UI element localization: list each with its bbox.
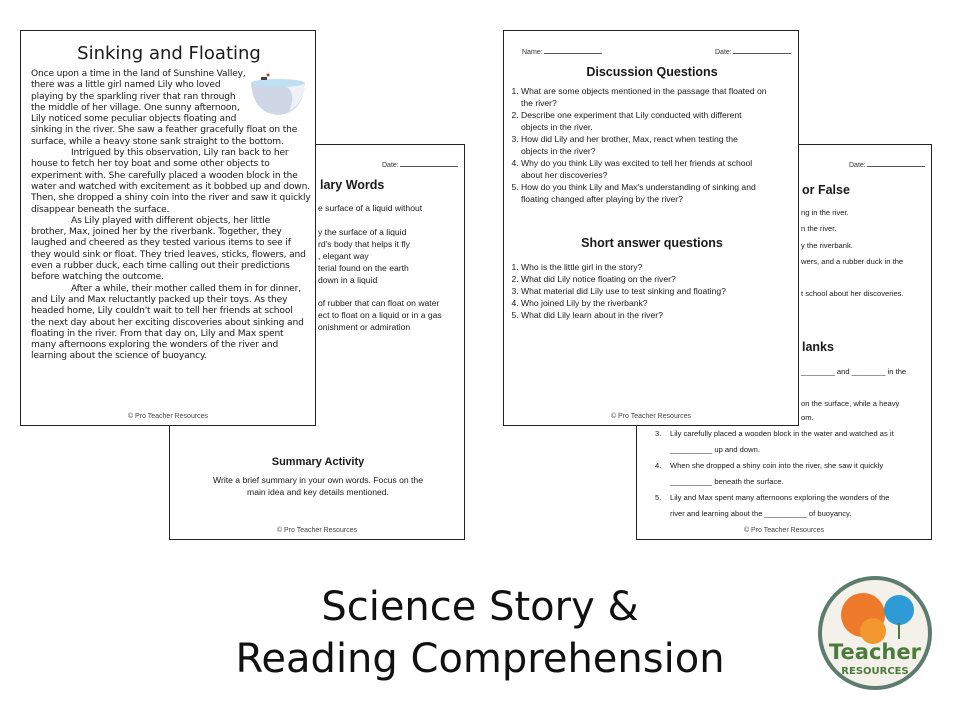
question-line: 3. How did Lily and her brother, Max, react when testing the bbox=[521, 134, 738, 144]
story-line: playing by the sparkling river that ran through bbox=[31, 91, 236, 102]
story-line: and Lily and Max reluctantly packed up their toys. As they bbox=[31, 294, 288, 305]
short-answer-title: Short answer questions bbox=[581, 236, 723, 250]
date-label: Date: bbox=[715, 49, 732, 56]
true-false-fragment: n the river. bbox=[801, 224, 837, 233]
fill-blank-question: Lily and Max spent many afternoons exploring the wonders of the bbox=[670, 493, 890, 502]
story-line: sinking in the river. She saw a feather gracefully float on the bbox=[31, 125, 298, 136]
date-label: Date: bbox=[382, 162, 399, 169]
name-label: Name: bbox=[522, 49, 543, 56]
true-false-title: or False bbox=[802, 183, 850, 197]
true-false-fragment: wers, and a rubber duck in the bbox=[801, 257, 904, 266]
vocab-definition-fragment: down in a liquid bbox=[318, 275, 378, 285]
vocab-definition-fragment: terial found on the earth bbox=[318, 263, 409, 273]
vocab-definition-fragment: e surface of a liquid without bbox=[318, 203, 423, 213]
story-title: Sinking and Floating bbox=[77, 43, 261, 64]
summary-instructions bbox=[170, 474, 466, 498]
fill-blanks-title: lanks bbox=[802, 340, 834, 354]
question-line: about her discoveries? bbox=[521, 170, 608, 180]
fill-blank-fragment: on the surface, while a heavy bbox=[801, 399, 900, 408]
story-page bbox=[20, 30, 316, 426]
teacher-resources-logo bbox=[817, 575, 933, 696]
vocab-definition-fragment: ect to float on a liquid or in a gas bbox=[318, 310, 442, 320]
short-answer-question: 3. What material did Lily use to test sinking and floating? bbox=[521, 285, 726, 297]
story-line: Intrigued by this observation, Lily ran back to her bbox=[71, 148, 289, 159]
question-line: 4. Why do you think Lily was excited to tell her friends at school bbox=[521, 158, 753, 168]
story-line: As Lily played with different objects, her little bbox=[71, 215, 271, 226]
story-line: Then, she dropped a shiny coin into the river and saw it quickly bbox=[31, 193, 311, 204]
story-line: floating in the river. From that day on, Lily and Max spent bbox=[31, 328, 284, 339]
date-field bbox=[849, 162, 925, 169]
summary-title: Summary Activity bbox=[271, 456, 365, 468]
fill-blank-question-cont: __________ beneath the surface. bbox=[670, 477, 784, 486]
story-line: experiment with. She carefully placed a wooden block in the bbox=[31, 170, 298, 181]
fill-blank-question: When she dropped a shiny coin into the river, she saw it quickly bbox=[670, 461, 884, 470]
summary-line: Write a brief summary in your own words. Focus on the bbox=[213, 475, 423, 485]
discussion-question bbox=[521, 85, 767, 109]
story-line: laughed and cheered as they tested various items to see if bbox=[31, 238, 291, 249]
headline-line-2: Reading Comprehension bbox=[235, 636, 725, 682]
question-line: 2. Describe one experiment that Lily conducted with different bbox=[521, 110, 742, 120]
story-line: Once upon a time in the land of Sunshine Valley, bbox=[31, 69, 246, 79]
question-line: 5. How do you think Lily and Max's understanding of sinking and bbox=[521, 182, 756, 192]
footer: © Pro Teacher Resources bbox=[743, 527, 825, 534]
story-line: many afternoons exploring the wonders of the river and bbox=[31, 340, 279, 351]
fill-blank-number: 5. bbox=[655, 493, 662, 502]
footer: © Pro Teacher Resources bbox=[276, 527, 358, 534]
question-line: floating changed after playing by the river? bbox=[521, 194, 683, 204]
logo-word-teacher: Teacher bbox=[829, 640, 921, 664]
story-text bbox=[31, 69, 311, 363]
fill-blank-fragment: om. bbox=[801, 413, 814, 422]
date-field bbox=[715, 49, 791, 56]
date-label: Date: bbox=[849, 162, 866, 169]
discussion-question bbox=[521, 133, 767, 157]
short-answer-question: 5. What did Lily learn about in the river? bbox=[521, 309, 726, 321]
story-line: headed home, Lily couldn't wait to tell her friends at school bbox=[31, 306, 293, 317]
fill-blank-question-cont: __________ up and down. bbox=[670, 445, 760, 454]
story-line: After a while, their mother called them in for dinner, bbox=[71, 283, 301, 294]
summary-line: main idea and key details mentioned. bbox=[247, 487, 389, 497]
discussion-question bbox=[521, 157, 767, 181]
vocab-definition-fragment: onishment or admiration bbox=[318, 322, 411, 332]
name-field bbox=[522, 49, 602, 56]
footer: © Pro Teacher Resources bbox=[127, 413, 209, 420]
date-blank bbox=[867, 166, 925, 167]
discussion-question bbox=[521, 109, 767, 133]
story-line: surface, while a heavy stone sank straight to the bottom. bbox=[31, 136, 284, 147]
story-line: they would sink or float. They tried leaves, sticks, flowers, and bbox=[31, 249, 306, 260]
name-blank bbox=[544, 53, 602, 54]
story-line: house to fetch her toy boat and some other objects to bbox=[31, 159, 270, 170]
vocab-definition-fragment: of rubber that can float on water bbox=[318, 298, 440, 308]
short-answer-question: 1. Who is the little girl in the story? bbox=[521, 261, 726, 273]
discussion-list bbox=[499, 85, 767, 205]
date-field bbox=[382, 162, 458, 169]
date-blank bbox=[733, 53, 791, 54]
story-line: Lily noticed some peculiar objects floating and bbox=[31, 114, 237, 125]
discussion-question bbox=[521, 181, 767, 205]
fill-blank-number: 3. bbox=[655, 429, 662, 438]
true-false-fragment: ng in the river. bbox=[801, 208, 849, 217]
question-line: the river? bbox=[521, 98, 557, 108]
fill-blank-question: Lily carefully placed a wooden block in the water and watched as it bbox=[670, 429, 894, 438]
short-answer-list bbox=[499, 261, 726, 321]
fill-blank-number: 4. bbox=[655, 461, 662, 470]
story-line: water and watched with excitement as it bobbed up and down. bbox=[31, 181, 310, 192]
story-line: the middle of her village. One sunny afternoon, bbox=[31, 102, 240, 113]
true-false-fragment: t school about her discoveries. bbox=[801, 289, 904, 298]
questions-page bbox=[503, 30, 799, 426]
question-line: objects in the river. bbox=[521, 122, 593, 132]
headline-line-1: Science Story & bbox=[321, 584, 639, 630]
fill-blank-fragment: ________ and ________ in the bbox=[801, 367, 907, 376]
date-blank bbox=[400, 166, 458, 167]
vocab-definition-fragment: rd's body that helps it fly bbox=[318, 239, 410, 249]
story-line: the next day about her exciting discoveries about sinking and bbox=[31, 317, 304, 328]
story-line: learning about the science of buoyancy. bbox=[31, 351, 207, 362]
question-line: objects in the river? bbox=[521, 146, 596, 156]
story-line: there was a little girl named Lily who loved bbox=[31, 80, 221, 91]
story-line: even a rubber duck, each time calling out their predictions bbox=[31, 261, 290, 272]
discussion-title: Discussion Questions bbox=[586, 65, 718, 79]
question-line: 1. What are some objects mentioned in the passage that floated on bbox=[521, 86, 767, 96]
true-false-fragment: y the riverbank. bbox=[801, 241, 853, 250]
vocab-title: lary Words bbox=[320, 178, 385, 192]
vocab-definition-fragment: y the surface of a liquid bbox=[318, 227, 407, 237]
story-line: disappear beneath the surface. bbox=[31, 204, 170, 215]
fill-blank-question-cont: river and learning about the __________ of buoyancy. bbox=[670, 509, 852, 518]
story-line: brother, Max, joined her by the riverbank. Together, they bbox=[31, 227, 282, 238]
vocab-definition-fragment: , elegant way bbox=[318, 251, 369, 261]
short-answer-question: 4. Who joined Lily by the riverbank? bbox=[521, 297, 726, 309]
logo-word-resources: RESOURCES bbox=[841, 666, 909, 677]
story-line: before watching the outcome. bbox=[31, 272, 164, 283]
short-answer-question: 2. What did Lily notice floating on the river? bbox=[521, 273, 726, 285]
footer: © Pro Teacher Resources bbox=[610, 413, 692, 420]
